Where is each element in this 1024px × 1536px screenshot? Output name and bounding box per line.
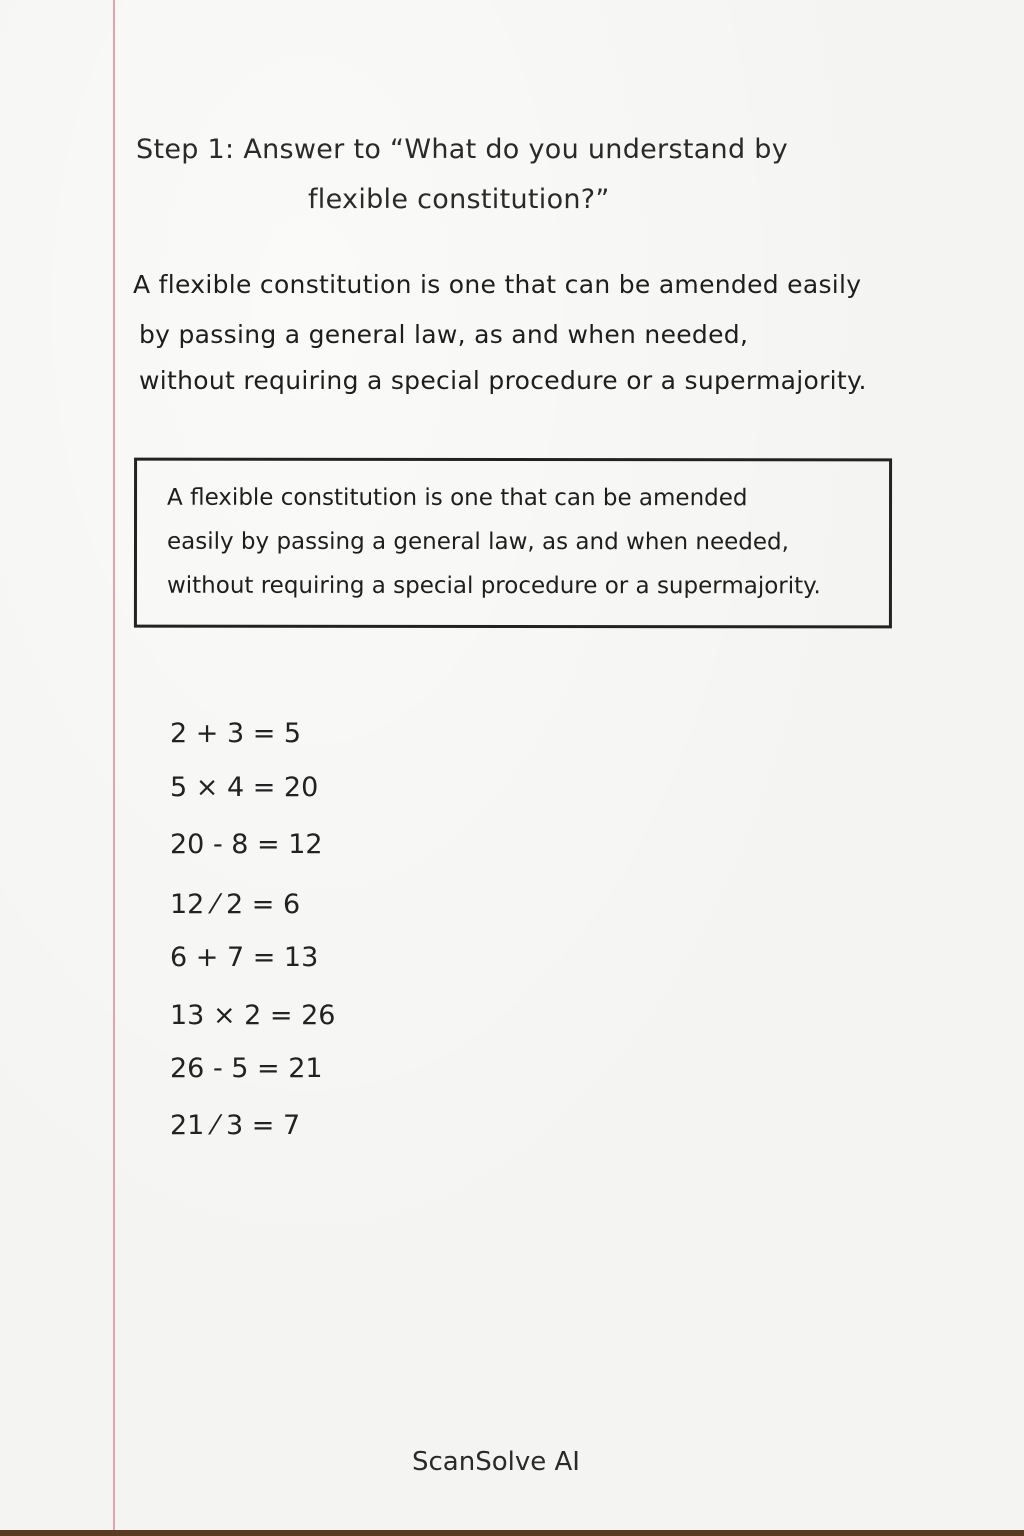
boxed-answer-line-3: without requiring a special procedure or a supermajority. [166,572,821,600]
heading-line-2: flexible constitution?” [308,184,610,215]
equation-2: 5 × 4 = 20 [170,772,319,803]
desk-edge [0,1530,1024,1536]
footer-brand: ScanSolve AI [412,1447,580,1477]
equation-5: 6 + 7 = 13 [170,942,319,973]
equation-4: 12 ⁄ 2 = 6 [170,889,301,920]
margin-line [113,0,115,1536]
heading-line-1: Step 1: Answer to “What do you understand by [136,134,788,165]
equation-6: 13 × 2 = 26 [170,1000,336,1031]
equation-3: 20 - 8 = 12 [170,829,323,860]
boxed-answer [134,458,892,629]
equation-8: 21 ⁄ 3 = 7 [170,1110,301,1141]
boxed-answer-line-1: A flexible constitution is one that can be amended [167,484,748,512]
paragraph-line-2: by passing a general law, as and when needed, [139,320,749,349]
equation-7: 26 - 5 = 21 [170,1053,323,1084]
equation-1: 2 + 3 = 5 [170,718,302,749]
paragraph-line-1: A flexible constitution is one that can be amended easily [133,270,862,299]
paragraph-line-3: without requiring a special procedure or a supermajority. [139,366,867,395]
boxed-answer-line-2: easily by passing a general law, as and when needed, [166,528,789,556]
